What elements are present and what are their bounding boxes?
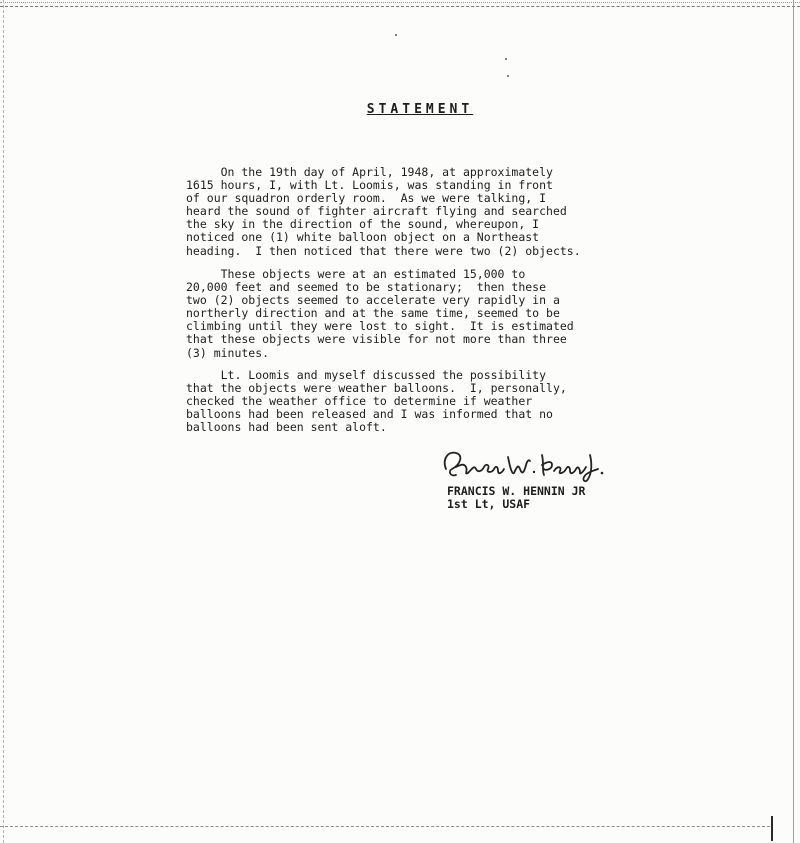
text-line: northerly direction and at the same time, seemed to be	[186, 306, 560, 321]
handwritten-signature	[438, 447, 613, 485]
scan-speck	[395, 34, 397, 36]
document-title: STATEMENT	[366, 102, 474, 117]
paragraph-2	[186, 268, 626, 360]
paragraph-3	[186, 369, 626, 434]
scan-edge-bottom	[0, 826, 770, 827]
text-line: that these objects were visible for not more than three	[186, 332, 567, 347]
text-line: heard the sound of fighter aircraft flying and searched	[186, 204, 567, 219]
text-line: checked the weather office to determine if weather	[186, 394, 533, 409]
text-line: balloons had been released and I was informed that no	[186, 407, 553, 422]
signer-name: FRANCIS W. HENNIN JR	[447, 484, 586, 498]
text-line: of our squadron orderly room. As we were talking, I	[186, 191, 547, 206]
text-line: (3) minutes.	[186, 345, 270, 360]
scan-edge-left	[3, 0, 4, 843]
scan-edge-top	[0, 0, 800, 7]
scan-edge-right	[793, 0, 794, 843]
scan-mark	[771, 816, 773, 841]
text-line: noticed one (1) white balloon object on a Northeast	[186, 230, 540, 245]
text-line: Lt. Loomis and myself discussed the possibility	[186, 368, 547, 382]
text-line: two (2) objects seemed to accelerate very rapidly in a	[186, 293, 560, 308]
scan-speck	[507, 75, 509, 77]
paragraph-1	[186, 166, 626, 258]
signer-rank: 1st Lt, USAF	[447, 497, 531, 511]
text-line: On the 19th day of April, 1948, at approximately	[186, 165, 553, 179]
text-line: These objects were at an estimated 15,000 to	[186, 267, 526, 281]
text-line: the sky in the direction of the sound, whereupon, I	[186, 217, 540, 232]
text-line: that the objects were weather balloons. I, personally,	[186, 381, 567, 396]
scan-speck	[505, 58, 507, 60]
text-line: 1615 hours, I, with Lt. Loomis, was standing in front	[186, 178, 553, 193]
text-line: climbing until they were lost to sight. It is estimated	[186, 319, 574, 334]
text-line: heading. I then noticed that there were two (2) objects.	[186, 243, 581, 258]
text-line: 20,000 feet and seemed to be stationary; then these	[186, 280, 547, 295]
text-line: balloons had been sent aloft.	[186, 420, 387, 435]
